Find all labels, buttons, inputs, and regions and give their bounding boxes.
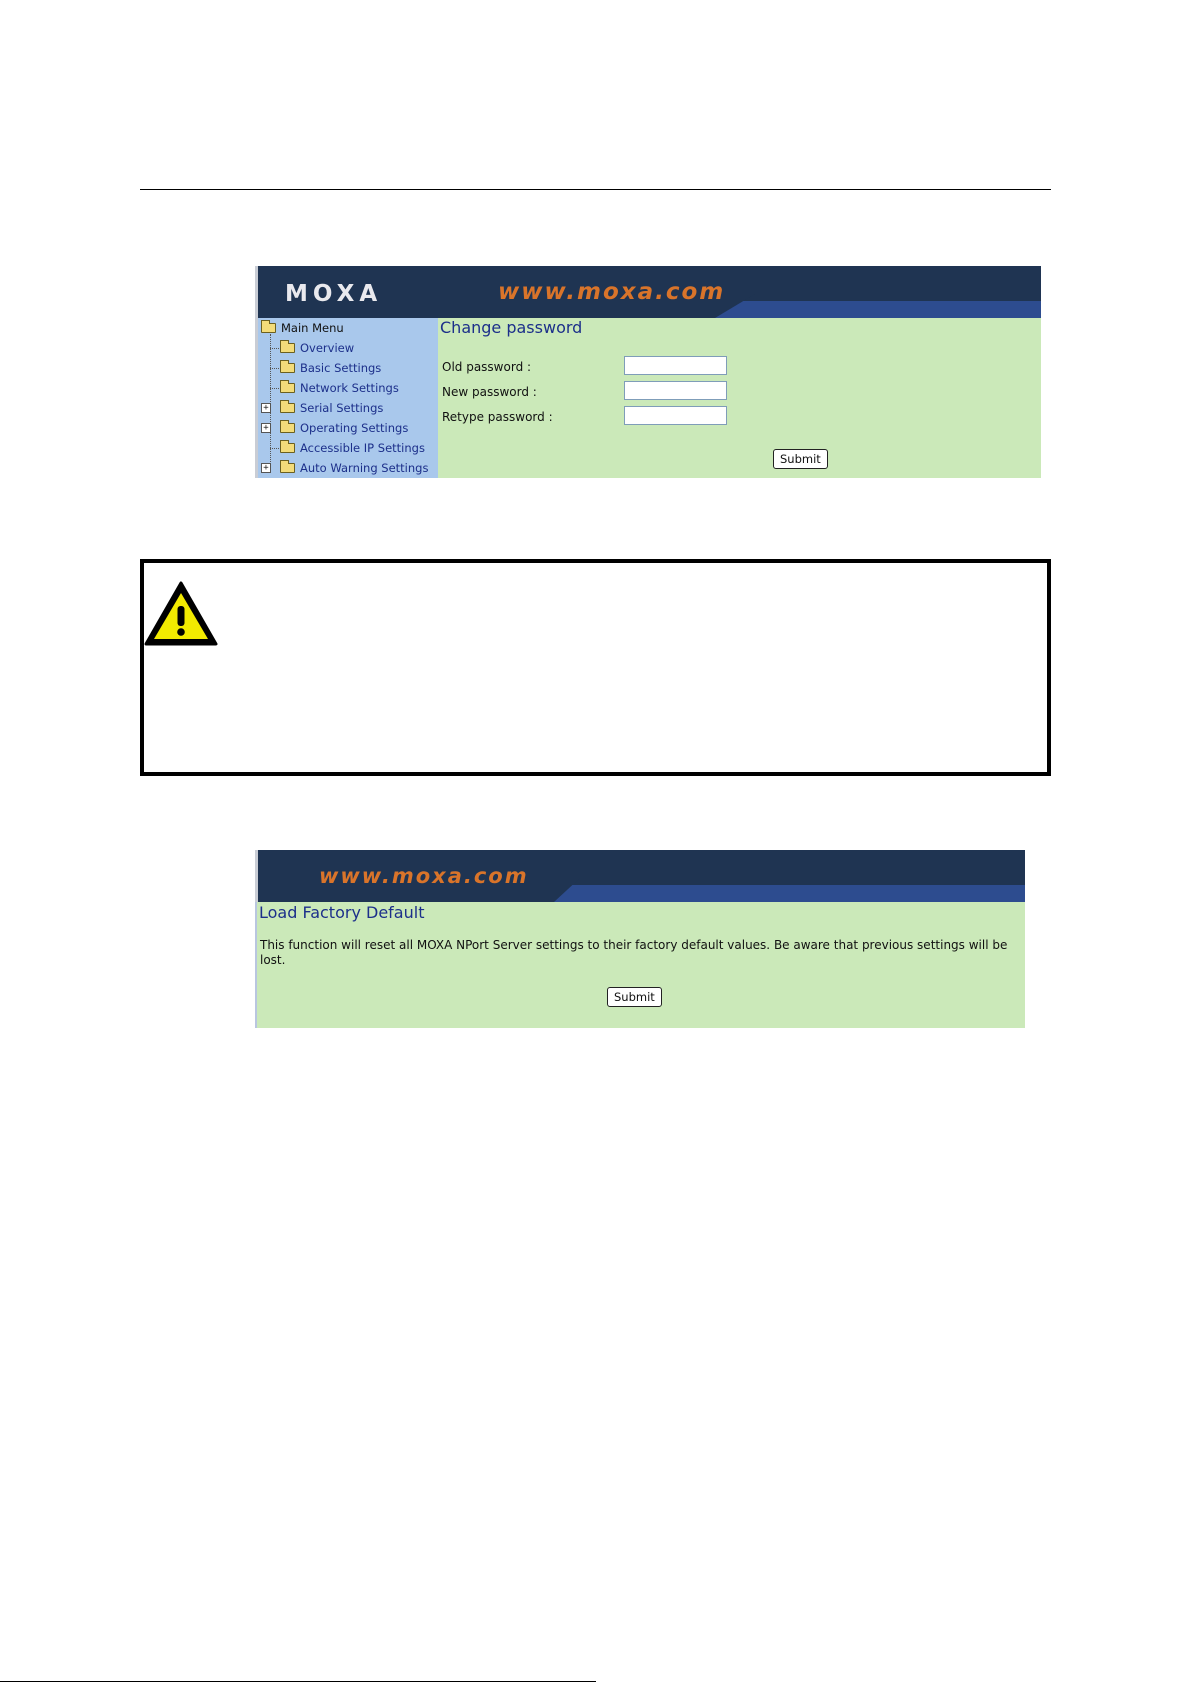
folder-open-icon <box>261 323 276 333</box>
warning-callout <box>140 559 1051 776</box>
folder-icon <box>280 343 295 353</box>
sidebar-item-accessible-ip-settings[interactable]: Accessible IP Settings <box>280 439 425 457</box>
factory-default-description: This function will reset all MOXA NPort Server settings to their factory default values. Be aware that previous settings will be lost. <box>260 938 1008 967</box>
warning-triangle-icon <box>144 581 218 647</box>
folder-icon <box>280 383 295 393</box>
new-password-label: New password : <box>442 385 537 399</box>
change-password-screenshot <box>255 266 1041 478</box>
sidebar-item-overview[interactable]: Overview <box>280 339 354 357</box>
moxa-banner <box>255 850 1025 902</box>
folder-icon <box>280 403 295 413</box>
folder-icon <box>280 363 295 373</box>
load-factory-default-screenshot <box>255 850 1025 1028</box>
retype-password-label: Retype password : <box>442 410 553 424</box>
submit-button[interactable]: Submit <box>607 987 662 1007</box>
folder-icon <box>280 443 295 453</box>
sidebar-item-basic-settings[interactable]: Basic Settings <box>280 359 381 377</box>
expand-plus-icon[interactable]: + <box>261 403 271 413</box>
folder-icon <box>280 423 295 433</box>
expand-plus-icon[interactable]: + <box>261 423 271 433</box>
footer-divider <box>0 1681 596 1682</box>
sidebar-item-serial-settings[interactable]: Serial Settings <box>280 399 383 417</box>
expand-plus-icon[interactable]: + <box>261 463 271 473</box>
moxa-banner <box>255 266 1041 318</box>
main-menu-sidebar <box>255 318 438 478</box>
retype-password-input[interactable] <box>624 406 727 425</box>
top-divider <box>140 189 1051 190</box>
sidebar-item-network-settings[interactable]: Network Settings <box>280 379 399 397</box>
old-password-input[interactable] <box>624 356 727 375</box>
folder-icon <box>280 463 295 473</box>
moxa-logo: MOXA <box>285 281 383 307</box>
page-title: Change password <box>440 318 583 337</box>
sidebar-item-auto-warning-settings[interactable]: Auto Warning Settings <box>280 459 428 477</box>
new-password-input[interactable] <box>624 381 727 400</box>
sidebar-item-operating-settings[interactable]: Operating Settings <box>280 419 408 437</box>
sidebar-item-main-menu[interactable]: Main Menu <box>261 319 344 337</box>
submit-button[interactable]: Submit <box>773 449 828 469</box>
old-password-label: Old password : <box>442 360 532 374</box>
page-title: Load Factory Default <box>259 903 425 922</box>
moxa-url-link[interactable]: www.moxa.com <box>498 279 726 305</box>
moxa-url-link[interactable]: www.moxa.com <box>319 864 529 888</box>
